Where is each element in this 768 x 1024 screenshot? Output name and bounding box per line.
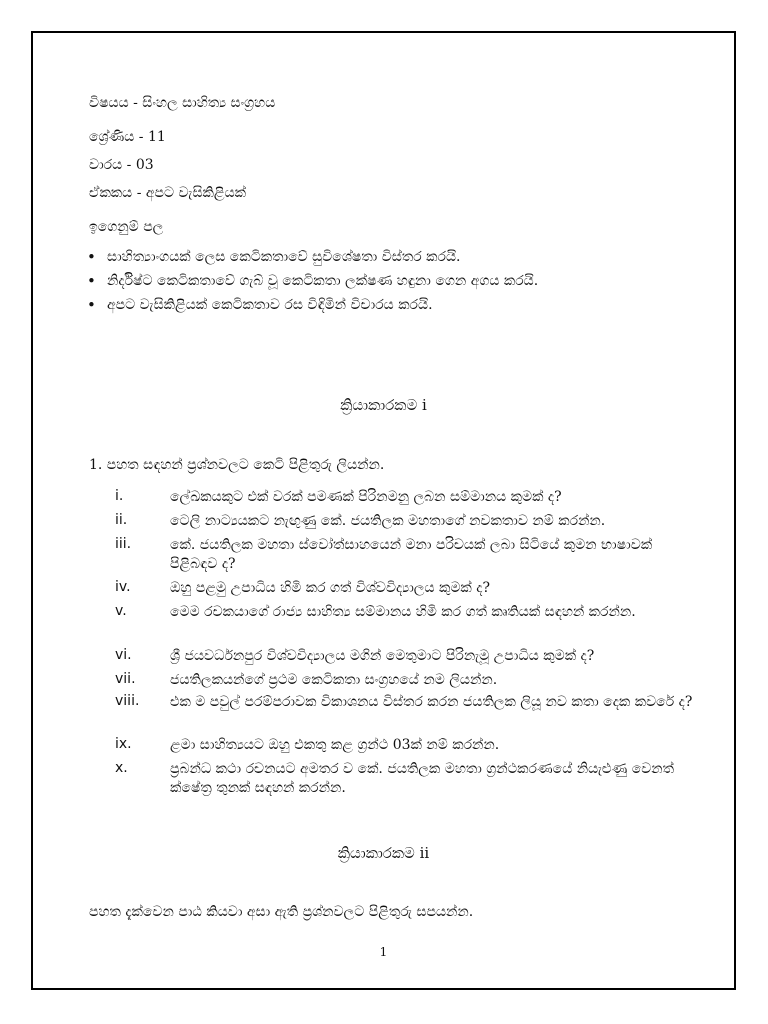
question-row <box>115 603 695 622</box>
question-number: ix. <box>115 736 132 752</box>
question-text: මෙම රචකයාගේ රාජ්‍ය සාහිත්‍ය සම්මානය හිමි කර ගත් කෘතියක් සඳහන් කරන්න. <box>170 604 636 620</box>
activity-1-heading: ක්‍රියාකාරකම i <box>340 396 427 414</box>
term-line: වාරය - 03 <box>89 157 154 173</box>
question-number: i. <box>115 488 124 504</box>
question-number: iv. <box>115 579 131 595</box>
list-item: • අපට වැසිකිළියක් කෙටිකතාව රස විඳිමින් විචාරය කරයි. <box>87 297 538 321</box>
activity-2-heading: ක්‍රියාකාරකම ii <box>337 844 430 862</box>
list-item: • නිර්දිෂ්ට කෙටිකතාවේ ගැබ් වූ කෙටිකතා ලක්ෂණ හඳුනා ගෙන අගය කරයි. <box>87 273 538 297</box>
question-text: ඔහු පළමු උපාධිය හිමි කර ගත් විශ්වවිද්‍යාලය කුමක් ද? <box>170 580 490 596</box>
question-row <box>115 736 695 755</box>
subject-line: විෂයය - සිංහල සාහිත්‍ය සංග්‍රහය <box>89 95 276 111</box>
question-number: viii. <box>115 693 140 709</box>
outcomes-title: ඉගෙනුම් පල <box>89 219 164 235</box>
question-number: ii. <box>115 512 128 528</box>
question-text: ලේඛකයකුට එක් වරක් පමණක් පිරිනමනු ලබන සම්මානය කුමක් ද? <box>170 489 562 505</box>
question-text: ළමා සාහිත්‍යයට ඔහු එකතු කළ ග්‍රන්ථ 03ක් නම් කරන්න. <box>170 737 500 753</box>
question-text: එක ම පවුල් පරම්පරාවක විකාශනය විස්තර කරන ජයතිලක ලියූ නව කතා දෙක කවරේ ද? <box>170 694 693 710</box>
activity-2-instruction: පහත දැක්වෙන පාඨ කියවා අසා ඇති ප්‍රශ්නවලට පිළිතුරු සපයන්න. <box>89 904 474 920</box>
question-number: iii. <box>115 536 132 552</box>
question-number: vii. <box>115 671 136 687</box>
page-number: 1 <box>379 945 388 959</box>
question-number: x. <box>115 760 128 776</box>
list-item: • සාහිත්‍යාංගයක් ලෙස කෙටිකතාවේ සුවිශේෂතා විස්තර කරයි. <box>87 249 538 273</box>
question-row <box>115 693 695 712</box>
question-row <box>115 671 695 690</box>
unit-line: ඒකකය - අපට වැසිකිළියක් <box>89 185 247 201</box>
question-row <box>115 512 695 531</box>
question-row <box>115 536 695 574</box>
question-text: ශ්‍රී ජයවර්ධනපුර විශ්වවිද්‍යාලය මගින් මෙතුමාට පිරිනැමූ උපාධිය කුමක් ද? <box>170 648 595 664</box>
question-row <box>115 579 695 598</box>
activity-1-instruction: 1. පහත සඳහන් ප්‍රශ්නවලට කෙටි පිළිතුරු ලියන්න. <box>89 457 385 473</box>
question-row <box>115 760 695 798</box>
question-text: කේ. ජයතිලක මහතා ස්වෝත්සාහයෙන් මනා පරිචයක් ලබා සිටියේ කුමන භාෂාවක් පිළිබඳව ද? <box>170 537 653 572</box>
question-row <box>115 488 695 507</box>
question-number: v. <box>115 603 127 619</box>
question-text: ටෙලි නාට්‍යයකට නැඟුණු කේ. ජයතිලක මහතාගේ නවකතාව නම් කරන්න. <box>170 513 606 529</box>
question-text: ජයතිලකයන්ගේ ප්‍රථම කෙටිකතා සංග්‍රහයේ නම ලියන්න. <box>170 672 498 688</box>
question-row <box>115 647 695 666</box>
document-page <box>31 31 736 990</box>
question-text: ප්‍රබන්ධ කථා රචනයට අමතර ව කේ. ජයතිලක මහතා ග්‍රන්ථකරණයේ නියැළුණු වෙනත් ක්ෂේත්‍ර තුනක් සඳහන් කරන්න. <box>170 761 675 796</box>
question-number: vi. <box>115 647 132 663</box>
outcomes-list <box>87 249 538 321</box>
grade-line: ශ්‍රේණිය - 11 <box>89 129 166 145</box>
